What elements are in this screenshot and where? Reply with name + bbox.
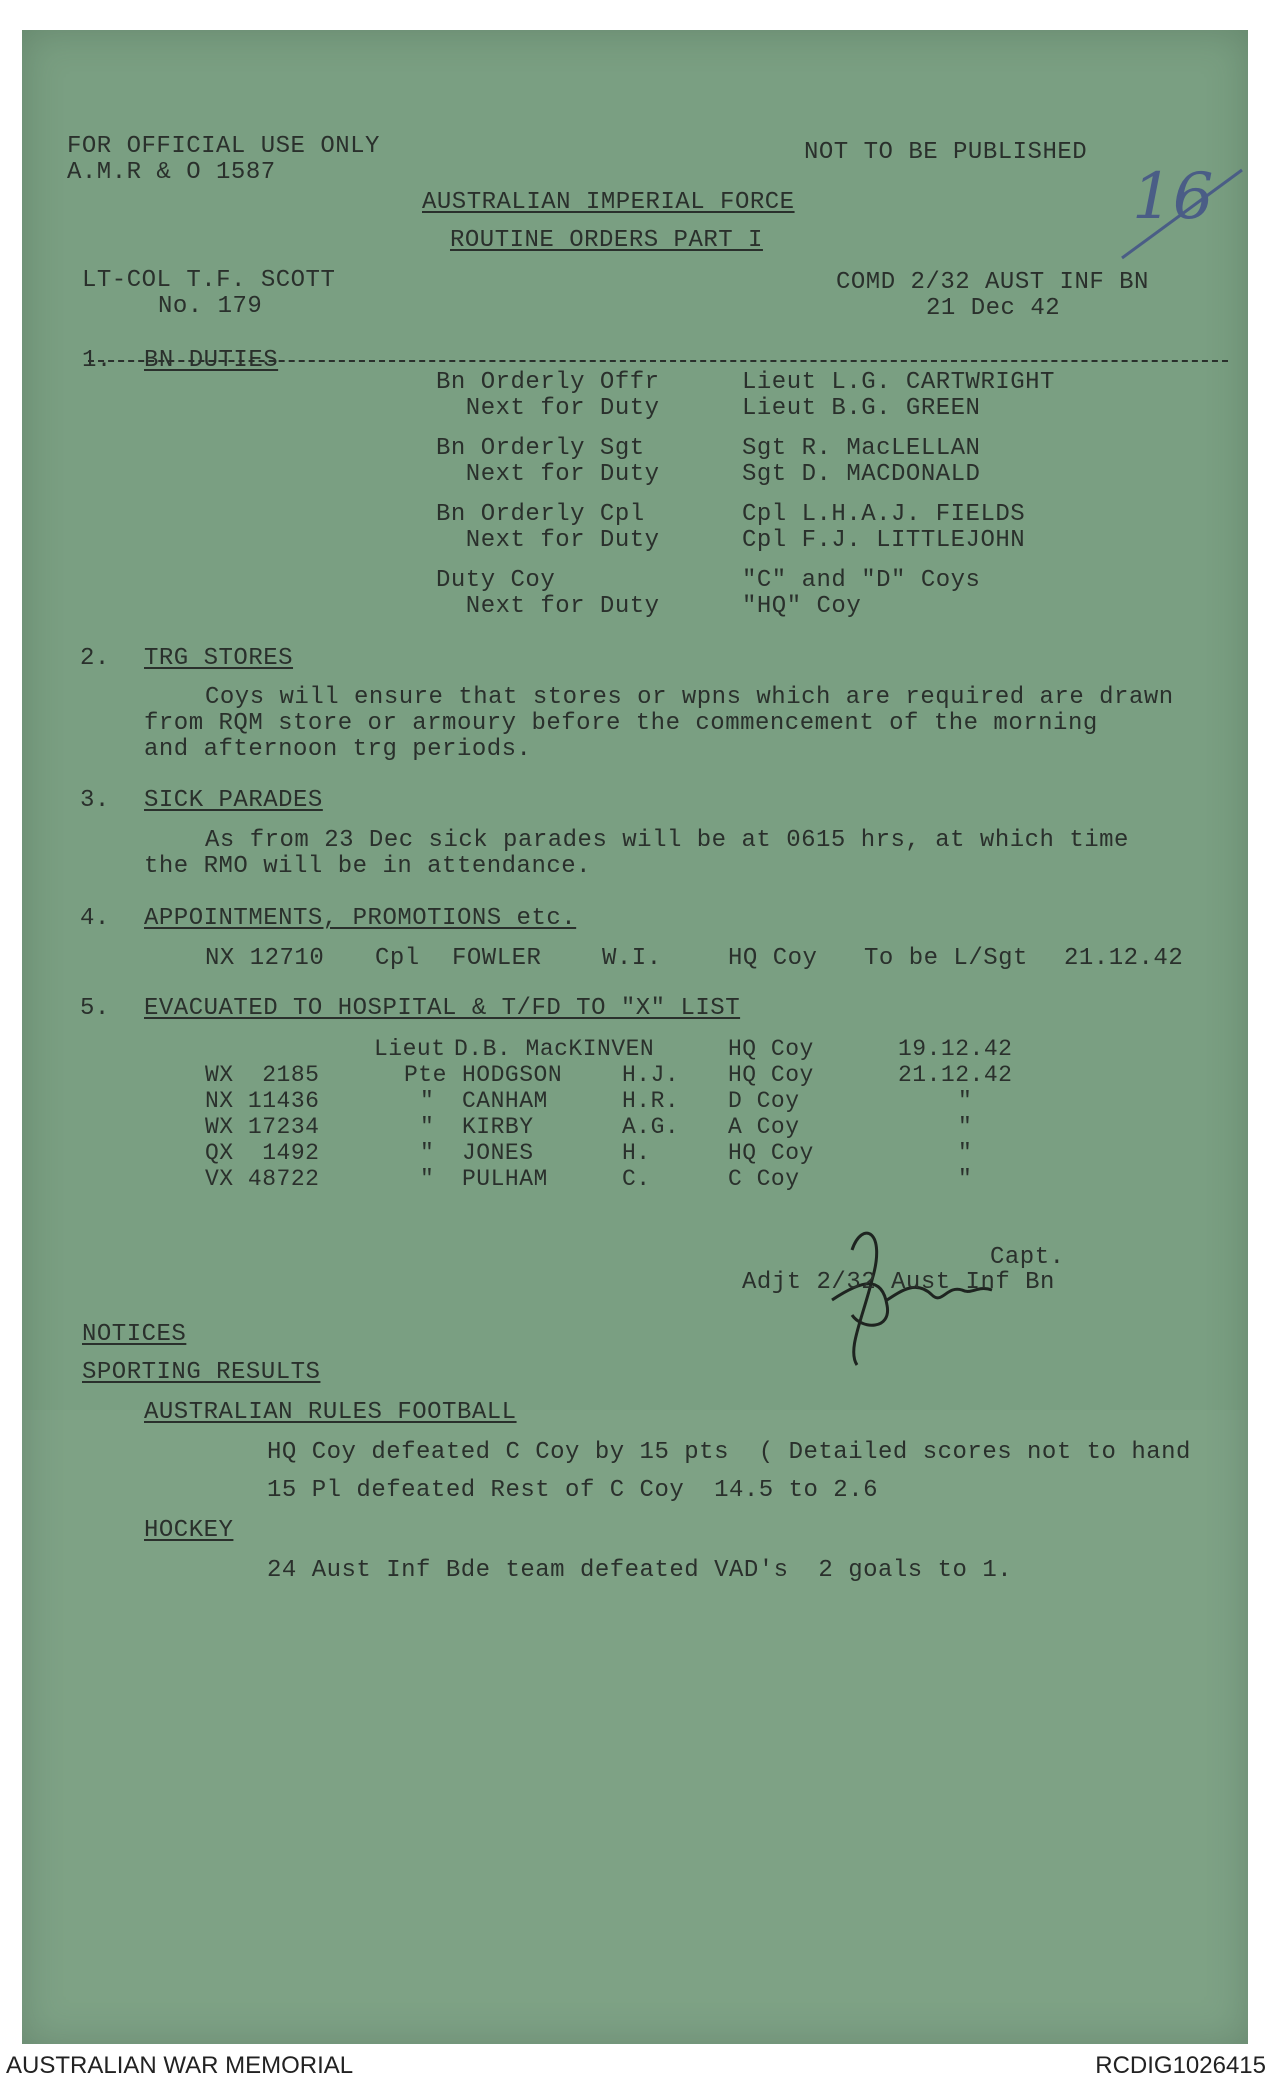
evac-initials: H.R. (622, 1088, 680, 1114)
doc-subtitle: ROUTINE ORDERS PART I (450, 227, 763, 254)
evac-date: " (958, 1088, 973, 1114)
duty-name: "HQ" Coy (742, 593, 862, 620)
afl-result-1: HQ Coy defeated C Coy by 15 pts ( Detailed scores not to hand (267, 1439, 1191, 1466)
evac-rank: Pte (404, 1062, 447, 1088)
s4-init: W.I. (602, 945, 662, 972)
evac-name: HODGSON (462, 1062, 563, 1088)
s4-title: APPOINTMENTS, PROMOTIONS etc. (144, 905, 577, 932)
s4-name: FOWLER (452, 945, 542, 972)
s5-number: 5. (80, 995, 110, 1022)
afl-result-2: 15 Pl defeated Rest of C Coy 14.5 to 2.6 (267, 1477, 878, 1504)
evac-name: PULHAM (462, 1166, 548, 1192)
evac-no: NX 11436 (205, 1088, 320, 1114)
duty-name: Cpl L.H.A.J. FIELDS (742, 501, 1026, 528)
evac-initials: A.G. (622, 1114, 680, 1140)
evac-date: " (958, 1140, 973, 1166)
evac-date: 19.12.42 (898, 1036, 1013, 1062)
evac-coy: HQ Coy (728, 1140, 814, 1166)
s3-line1: As from 23 Dec sick parades will be at 0615 hrs, at which time (205, 827, 1129, 854)
duty-role: Next for Duty (436, 395, 660, 422)
hockey-result: 24 Aust Inf Bde team defeated VAD's 2 goals to 1. (267, 1557, 1013, 1584)
evac-rank: " (420, 1140, 435, 1166)
evac-rank: " (420, 1114, 435, 1140)
evac-name: KIRBY (462, 1114, 534, 1140)
hockey-title: HOCKEY (144, 1517, 234, 1544)
afl-title: AUSTRALIAN RULES FOOTBALL (144, 1399, 517, 1426)
evac-no: VX 48722 (205, 1166, 320, 1192)
handwritten-annotation: 16 (1132, 160, 1214, 234)
evac-name: JONES (462, 1140, 534, 1166)
evac-no: WX 2185 (205, 1062, 320, 1088)
sporting-results-title: SPORTING RESULTS (82, 1359, 321, 1386)
order-number: No. 179 (158, 293, 263, 320)
comd-line: COMD 2/32 AUST INF BN (836, 269, 1149, 296)
duty-name: Sgt D. MACDONALD (742, 461, 981, 488)
footer-archive-name: AUSTRALIAN WAR MEMORIAL (6, 2052, 354, 2079)
official-use-line: FOR OFFICIAL USE ONLY (67, 133, 380, 160)
annotation-stroke (1102, 150, 1252, 270)
evac-initials: H.J. (622, 1062, 680, 1088)
doc-title: AUSTRALIAN IMPERIAL FORCE (422, 189, 795, 216)
s2-number: 2. (80, 645, 110, 672)
evac-rank: Lieut (374, 1036, 446, 1062)
s2-line1: Coys will ensure that stores or wpns which are required are drawn (205, 684, 1174, 711)
commander: LT-COL T.F. SCOTT (82, 267, 336, 294)
s4-coy: HQ Coy (728, 945, 818, 972)
evac-coy: C Coy (728, 1166, 800, 1192)
s1-title: BN DUTIES (144, 347, 279, 374)
evac-coy: HQ Coy (728, 1036, 814, 1062)
s4-number: 4. (80, 905, 110, 932)
evac-rank: " (420, 1166, 435, 1192)
evac-coy: A Coy (728, 1114, 800, 1140)
duty-name: Sgt R. MacLELLAN (742, 435, 981, 462)
duty-role: Next for Duty (436, 593, 660, 620)
footer-catalogue-id: RCDIG1026415 (1095, 2052, 1266, 2079)
order-date: 21 Dec 42 (926, 295, 1061, 322)
notices-title: NOTICES (82, 1321, 187, 1348)
evac-initials: H. (622, 1140, 651, 1166)
duty-role: Next for Duty (436, 461, 660, 488)
s3-title: SICK PARADES (144, 787, 323, 814)
not-published: NOT TO BE PUBLISHED (804, 139, 1088, 166)
evac-date: " (958, 1166, 973, 1192)
signature-appointment: Adjt 2/32 Aust Inf Bn (742, 1269, 1055, 1296)
duty-name: Cpl F.J. LITTLEJOHN (742, 527, 1026, 554)
s4-action: To be L/Sgt (864, 945, 1028, 972)
evac-no: WX 17234 (205, 1114, 320, 1140)
duty-role: Bn Orderly Cpl (436, 501, 645, 528)
duty-role: Bn Orderly Offr (436, 369, 660, 396)
s3-number: 3. (80, 787, 110, 814)
s5-title: EVACUATED TO HOSPITAL & T/FD TO "X" LIST (144, 995, 741, 1022)
s2-title: TRG STORES (144, 645, 294, 672)
evac-coy: HQ Coy (728, 1062, 814, 1088)
s1-number: 1. (82, 347, 112, 374)
evac-coy: D Coy (728, 1088, 800, 1114)
amr-ref: A.M.R & O 1587 (67, 159, 276, 186)
duty-name: Lieut L.G. CARTWRIGHT (742, 369, 1055, 396)
evac-name: D.B. MacKINVEN (454, 1036, 655, 1062)
evac-date: 21.12.42 (898, 1062, 1013, 1088)
duty-name: Lieut B.G. GREEN (742, 395, 981, 422)
duty-role: Next for Duty (436, 527, 660, 554)
s3-line2: the RMO will be in attendance. (144, 853, 592, 880)
evac-no: QX 1492 (205, 1140, 320, 1166)
duty-name: "C" and "D" Coys (742, 567, 981, 594)
signature-rank: Capt. (990, 1244, 1065, 1271)
duty-role: Bn Orderly Sgt (436, 435, 645, 462)
evac-name: CANHAM (462, 1088, 548, 1114)
s2-line2: from RQM store or armoury before the commencement of the morning (144, 710, 1098, 737)
s4-no: NX 12710 (205, 945, 325, 972)
document-sheet (22, 30, 1248, 2044)
evac-date: " (958, 1114, 973, 1140)
s4-date: 21.12.42 (1064, 945, 1184, 972)
duty-role: Duty Coy (436, 567, 556, 594)
evac-rank: " (420, 1088, 435, 1114)
s4-rank: Cpl (375, 945, 420, 972)
evac-initials: C. (622, 1166, 651, 1192)
s2-line3: and afternoon trg periods. (144, 736, 532, 763)
